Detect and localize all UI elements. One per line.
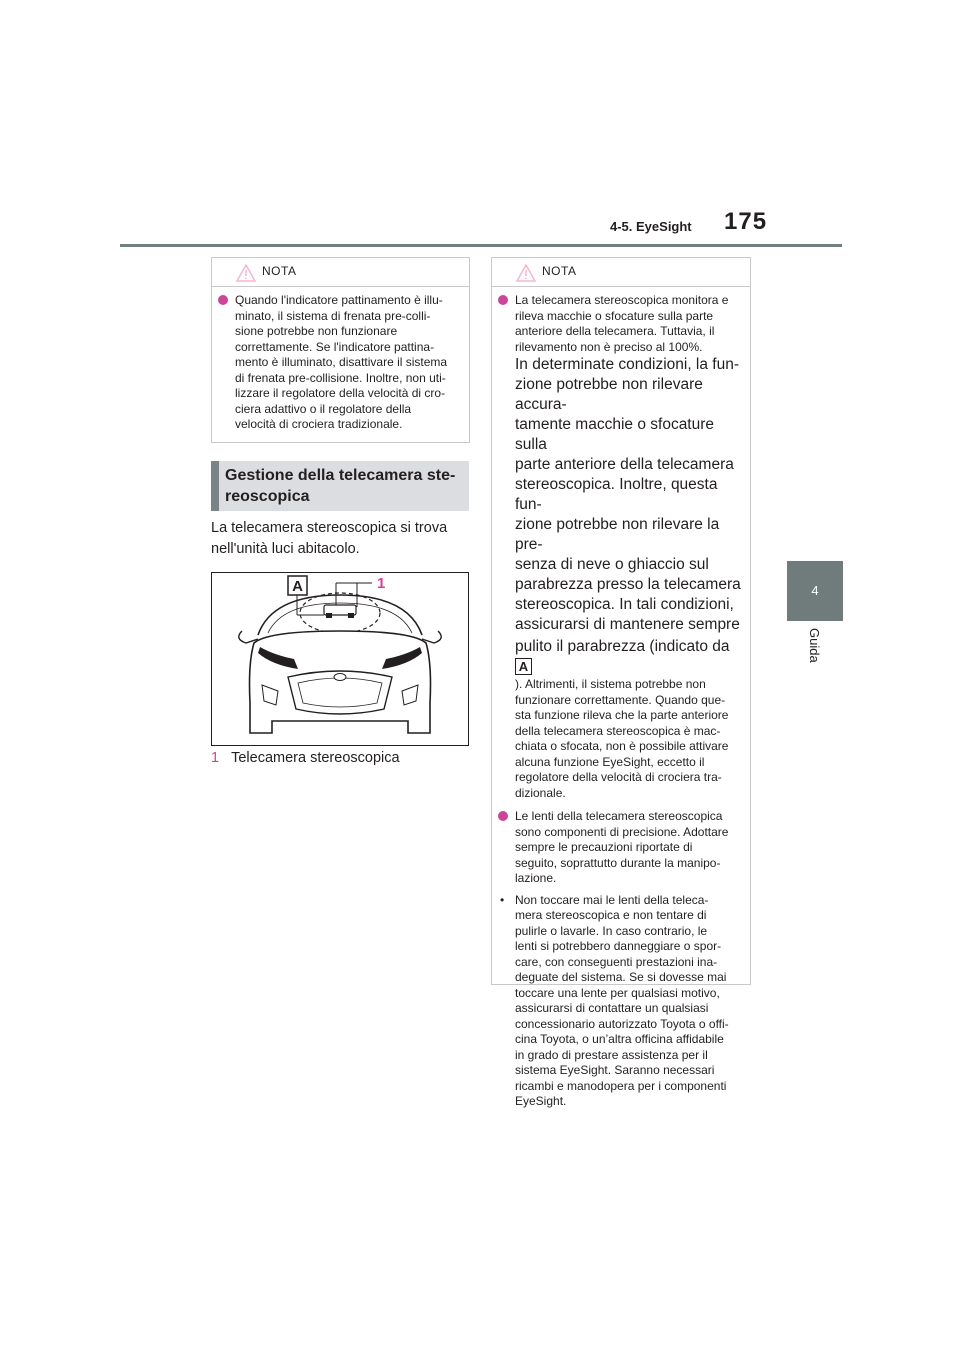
note-line: stereoscopica. Inoltre, questa fun- xyxy=(515,476,718,513)
note-line: seguito, soprattutto durante la manipo- xyxy=(515,855,721,870)
note-line: in grado di prestare assistenza per il xyxy=(515,1047,708,1062)
note-line: senza di neve o ghiaccio sul xyxy=(515,556,709,573)
warning-icon xyxy=(516,264,536,282)
note-line: zione potrebbe non rilevare accura- xyxy=(515,376,703,413)
heading-line: reoscopica xyxy=(225,488,310,505)
caption-number: 1 xyxy=(211,750,220,766)
body-line: nell'unità luci abitacolo. xyxy=(211,541,360,557)
note-line: lazione. xyxy=(515,871,557,885)
note-divider xyxy=(212,286,469,287)
section-accent xyxy=(211,461,219,511)
note-bullet xyxy=(218,293,463,433)
note-line: mento è illuminato, disattivare il sistema xyxy=(235,355,448,369)
note-line: sempre le precauzioni riportate di xyxy=(515,840,693,854)
section-body xyxy=(211,518,469,560)
left-note-box xyxy=(211,257,470,443)
heading-line: Gestione della telecamera ste- xyxy=(225,467,456,484)
note-line: lizzare il regolatore della velocità di cro- xyxy=(235,386,446,400)
note-line: cina Toyota, o un’altra officina affidabile xyxy=(515,1032,724,1046)
note-line: sono componenti di precisione. Adottare xyxy=(515,824,729,839)
note-emphasis xyxy=(515,355,744,677)
note-label: NOTA xyxy=(262,264,297,278)
note-line: regolatore della velocità di crociera tra- xyxy=(515,770,722,784)
note-line: deguate del sistema. Se si dovesse mai xyxy=(515,970,727,984)
note-line: care, con conseguenti prestazioni ina- xyxy=(515,954,718,969)
note-line: assicurarsi di mantenere sempre xyxy=(515,616,740,633)
note-line xyxy=(515,637,744,677)
note-line: Quando l'indicatore pattinamento è illu- xyxy=(235,293,443,307)
note-line-text: pulito il parabrezza (indicato da xyxy=(515,638,730,655)
note-dash-item xyxy=(498,893,744,1110)
body-line: La telecamera stereoscopica si trova xyxy=(211,520,448,536)
note-line: EyeSight. xyxy=(515,1094,567,1108)
section-heading xyxy=(211,461,469,511)
note-line: parabrezza presso la telecamera xyxy=(515,576,741,593)
dash-marker: • xyxy=(500,892,505,907)
chapter-label xyxy=(800,628,830,688)
note-line: dizionale. xyxy=(515,785,566,800)
note-line: In determinate condizioni, la fun- xyxy=(515,356,740,373)
caption-text: Telecamera stereoscopica xyxy=(231,750,400,766)
note-bullet xyxy=(498,293,744,801)
note-line: correttamente. Se l'indicatore pattina- xyxy=(235,339,435,354)
callout-a: A xyxy=(292,578,303,595)
note-line: sta funzione rileva che la parte anteriore xyxy=(515,708,729,722)
chapter-label-text: Guida xyxy=(807,628,822,663)
note-line: minato, il sistema di frenata pre-colli- xyxy=(235,308,431,323)
header-divider xyxy=(120,244,842,247)
diagram-caption xyxy=(211,748,400,769)
note-line: di frenata pre-collisione. Inoltre, non uti- xyxy=(235,370,446,385)
note-line: rilevamento non è preciso al 100%. xyxy=(515,339,703,354)
warning-icon xyxy=(236,264,256,282)
note-line: tamente macchie o sfocature sulla xyxy=(515,416,715,453)
note-line: zione potrebbe non rilevare la pre- xyxy=(515,516,720,553)
note-line: rileva macchie o sfocature sulla parte xyxy=(515,308,714,323)
label-a-badge: A xyxy=(515,658,532,675)
note-label: NOTA xyxy=(542,264,577,278)
note-line: Le lenti della telecamera stereoscopica xyxy=(515,809,723,823)
note-line: mera stereoscopica e non tentare di xyxy=(515,908,707,922)
note-line: assicurarsi di contattare un qualsiasi xyxy=(515,1001,709,1015)
note-line: toccare una lente per qualsiasi motivo, xyxy=(515,985,720,1000)
note-line: lenti si potrebbero danneggiare o spor- xyxy=(515,939,722,953)
note-header xyxy=(492,258,750,286)
camera-diagram xyxy=(211,572,469,746)
section-title: 4-5. EyeSight xyxy=(610,219,692,234)
note-line: pulirle o lavarle. In caso contrario, le xyxy=(515,923,708,938)
note-line: concessionario autorizzato Toyota o offi- xyxy=(515,1016,729,1031)
note-line: La telecamera stereoscopica monitora e xyxy=(515,293,729,307)
page-number: 175 xyxy=(724,208,768,235)
right-note-box xyxy=(491,257,751,1108)
bullet-dot xyxy=(498,811,508,821)
note-line: stereoscopica. In tali condizioni, xyxy=(515,596,734,613)
note-line: sione potrebbe non funzionare xyxy=(235,324,398,338)
note-line: parte anteriore della telecamera xyxy=(515,456,734,473)
note-line: velocità di crociera tradizionale. xyxy=(235,417,403,431)
note-line: ciera adattivo o il regolatore della xyxy=(235,401,412,416)
chapter-tab: 4 xyxy=(787,561,843,621)
car-front-illustration xyxy=(212,573,468,745)
note-line: Non toccare mai le lenti della teleca- xyxy=(515,892,709,907)
note-line: sistema EyeSight. Saranno necessari xyxy=(515,1063,715,1077)
bullet-dot xyxy=(218,295,228,305)
note-divider xyxy=(492,286,750,287)
callout-1: 1 xyxy=(377,575,386,592)
note-line: anteriore della telecamera. Tuttavia, il xyxy=(515,324,715,338)
note-line: della telecamera stereoscopica è mac- xyxy=(515,723,721,738)
bullet-dot xyxy=(498,295,508,305)
note-header xyxy=(212,258,469,286)
note-line: funzionare correttamente. Quando que- xyxy=(515,692,726,707)
note-bullet xyxy=(498,809,744,887)
section-heading-title xyxy=(225,465,465,507)
note-line: ). Altrimenti, il sistema potrebbe non xyxy=(515,677,706,691)
note-line: alcuna funzione EyeSight, eccetto il xyxy=(515,754,705,769)
note-line: chiata o sfocata, non è possibile attivare xyxy=(515,739,729,753)
note-line: ricambi e manodopera per i componenti xyxy=(515,1078,727,1093)
